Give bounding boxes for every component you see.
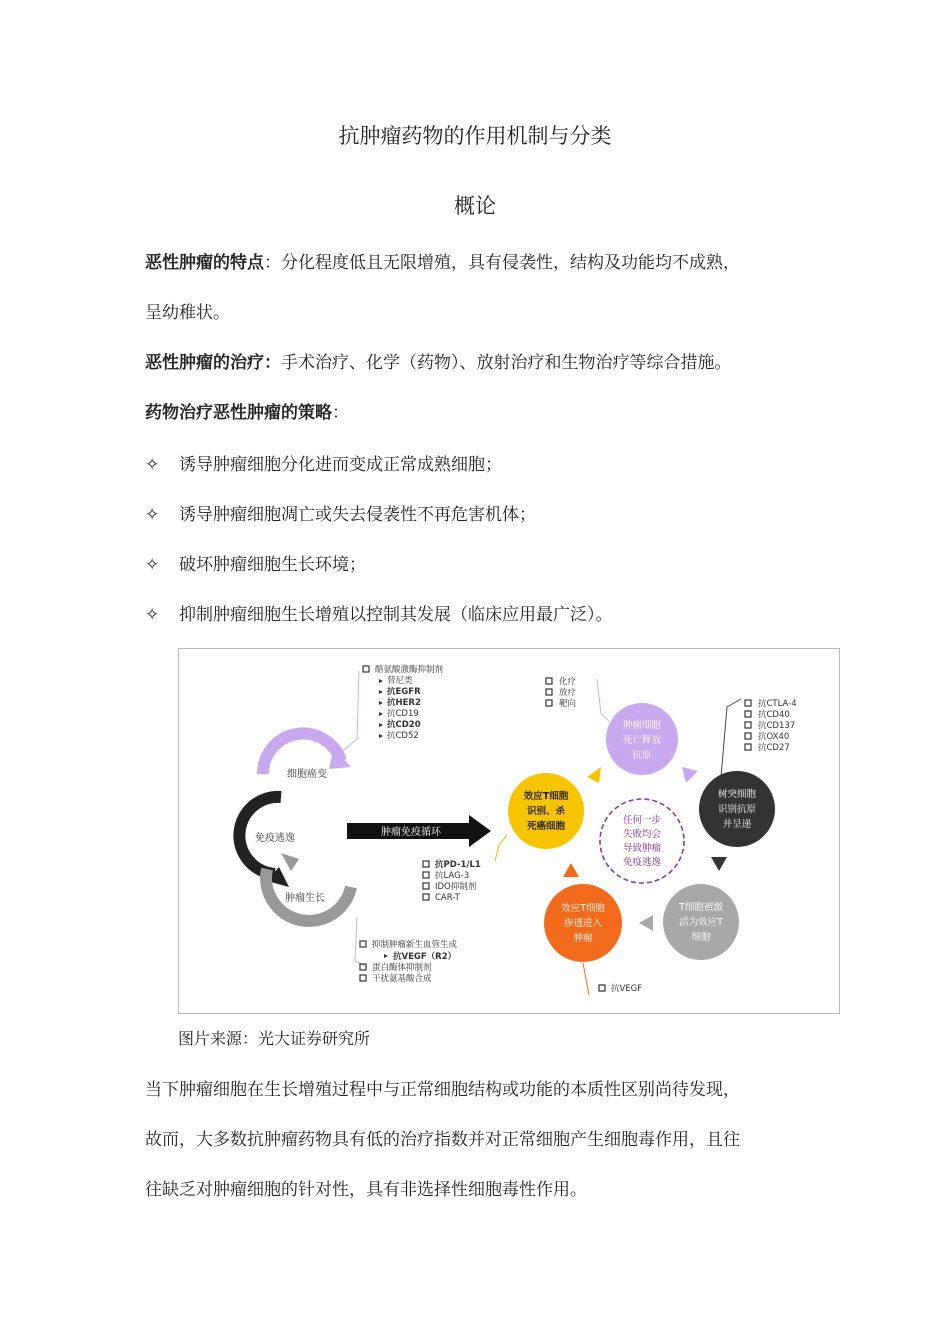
fig-mid-item: 抗LAG-3 [435,871,470,881]
fig-right-item: 抗OX40 [758,732,790,742]
bullet-item [145,600,613,625]
fig-bottom-left-item: 抗VEGF（R2） [393,952,457,962]
figure-caption: 图片来源：光大证券研究所 [178,1029,371,1048]
bullet-text: 抑制肿瘤细胞生长增殖以控制其发展（临床应用最广泛）。 [179,605,613,625]
fig-left-top-item: 抗HER2 [387,698,421,708]
treatment-label: 恶性肿瘤的治疗： [145,353,281,373]
features-text: ：分化程度低且无限增殖，具有侵袭性，结构及功能均不成熟， [264,253,740,273]
fig-top-mid-item: 化疗 [559,677,577,687]
paragraph-line: 往缺乏对肿瘤细胞的针对性，具有非选择性细胞毒性作用。 [145,1180,587,1200]
cycle-step-canceration: 细胞癌变 [287,769,327,780]
bullet-item [145,450,502,475]
node-dendritic-cell: 并呈递 [722,819,752,830]
node-t-cell-activation: 活为效应T [679,917,723,928]
paragraph-line: 故而，大多数抗肿瘤药物具有低的治疗指数并对正常细胞产生细胞毒作用，且往 [145,1130,740,1150]
immune-cycle-arrow-label: 肿瘤免疫循环 [381,827,441,838]
bullet-icon: ✧ [145,605,160,625]
paragraph-line: 当下肿瘤细胞在生长增殖过程中与正常细胞结构或功能的本质性区别尚待发现， [145,1080,740,1100]
paragraph-strategy [145,398,349,423]
fig-right-item: 抗CD27 [758,743,790,753]
node-effector-t-cell: 效应T细胞 [523,791,569,802]
arrow-icon [682,767,698,783]
bullet-text: 破坏肿瘤细胞生长环境； [179,555,366,575]
node-antigen-release: 死亡释放 [622,735,662,746]
node-t-cell-infiltration: 肿瘤 [573,933,593,944]
features-continuation: 呈幼稚状。 [145,303,230,323]
fig-mid-item: IDO抑制剂 [435,882,477,892]
features-label: 恶性肿瘤的特点 [145,253,264,273]
node-antigen-release: 抗原 [632,750,652,761]
center-note: 导致肿瘤 [622,843,662,854]
center-note: 失败均会 [622,829,662,840]
node-t-cell-infiltration: 渗透进入 [563,918,603,929]
fig-left-top-item: 酪氨酸激酶抑制剂 [375,665,444,675]
node-t-cell-activation: 细胞 [691,932,711,943]
arrow-icon [563,863,579,877]
fig-left-top-item: 抗CD20 [387,720,421,730]
fig-top-mid-item: 放疗 [559,688,577,698]
fig-mid-item: 抗PD-1/L1 [435,860,481,870]
treatment-text: 手术治疗、化学（药物）、放射治疗和生物治疗等综合措施。 [281,353,732,373]
bullet-icon: ✧ [145,505,160,525]
cycle-step-immune-escape: 免疫逃逸 [255,833,295,844]
node-t-cell-infiltration: 效应T细胞 [561,903,605,914]
strategy-text: ： [332,403,349,423]
node-dendritic-cell: 识别抗原 [717,804,757,815]
center-note: 免疫逃逸 [622,857,662,868]
fig-left-top-item: 抗CD52 [387,731,419,741]
arrow-icon [639,915,653,931]
bullet-item [145,500,536,525]
node-effector-t-cell: 识别、杀 [526,806,566,817]
fig-bottom-left-item: 干扰氨基酸合成 [372,974,432,984]
fig-right-item: 抗CD137 [758,721,796,731]
bullet-icon: ✧ [145,455,160,475]
fig-left-top-item: 抗CD19 [387,709,419,719]
cycle-step-tumor-growth: 肿瘤生长 [285,893,325,904]
fig-mid-item: CAR-T [435,893,460,903]
center-note: 任何一步 [622,815,662,826]
fig-right-item: 抗CD40 [758,710,790,720]
bullet-item [145,550,366,575]
fig-bottom-left-item: 蛋白酶体抑制剂 [372,963,432,973]
fig-bottom-left-item: 抑制肿瘤新生血管生成 [372,940,458,950]
node-dendritic-cell: 树突细胞 [717,789,757,800]
paragraph-treatment [145,348,732,373]
strategy-label: 药物治疗恶性肿瘤的策略 [145,403,332,423]
bullet-text: 诱导肿瘤细胞分化进而变成正常成熟细胞； [179,455,502,475]
fig-right-item: 抗CTLA-4 [758,699,797,709]
fig-left-top-item: 替尼类 [387,676,413,686]
arrow-icon [587,767,601,783]
paragraph-features [145,248,740,273]
fig-left-top-item: 抗EGFR [387,687,421,697]
section-title: 概论 [454,194,496,218]
node-effector-t-cell: 死癌细胞 [526,821,566,832]
bullet-icon: ✧ [145,555,160,575]
tumor-immunity-cycle-figure [178,648,840,1014]
node-t-cell-activation: T细胞被激 [679,902,723,913]
node-antigen-release: 肿瘤细胞 [622,720,662,731]
bullet-text: 诱导肿瘤细胞凋亡或失去侵袭性不再危害机体； [179,505,536,525]
fig-top-mid-item: 靶向 [559,699,577,709]
page-title: 抗肿瘤药物的作用机制与分类 [338,124,612,148]
fig-bottom-right-item: 抗VEGF [611,984,643,994]
cycle-diagram [179,649,839,1013]
arrow-icon [711,857,727,871]
